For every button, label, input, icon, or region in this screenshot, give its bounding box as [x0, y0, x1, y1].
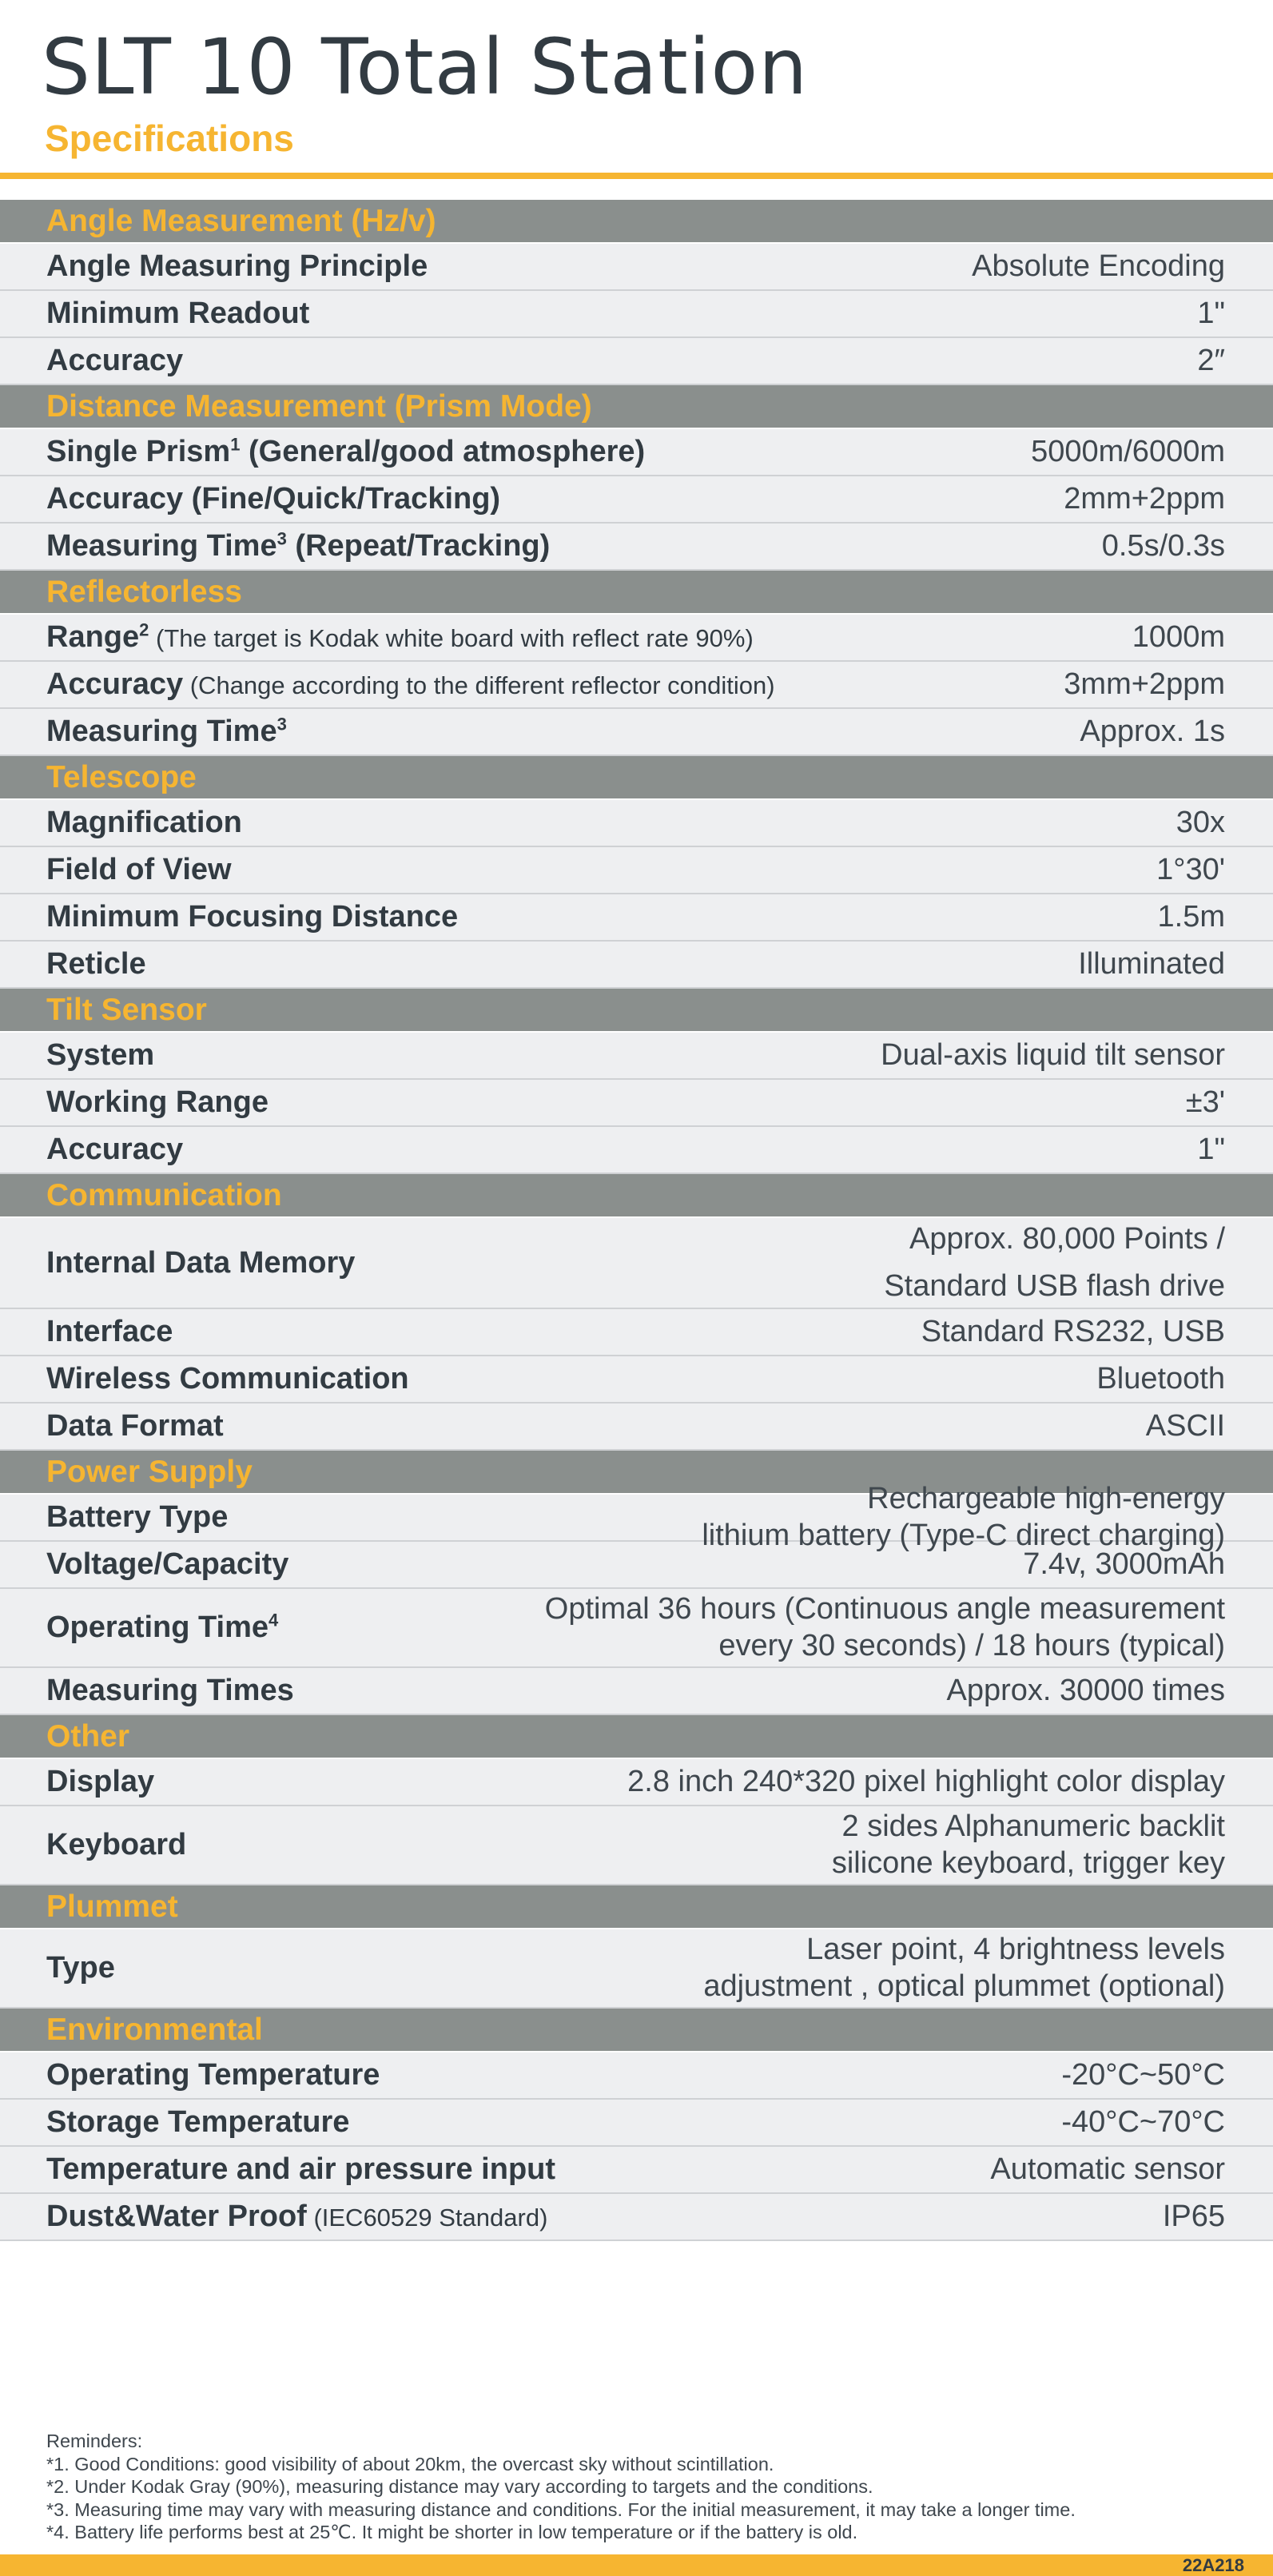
spec-label-qualifier: (Repeat/Tracking) — [286, 529, 551, 563]
spec-value — [702, 1481, 1225, 1554]
spec-value-line: silicone keyboard, trigger key — [831, 1845, 1225, 1880]
footnote-marker: 2 — [139, 619, 149, 640]
spec-value — [921, 1314, 1225, 1351]
spec-value-line: Standard RS232, USB — [921, 1314, 1225, 1348]
header-divider — [0, 173, 1273, 179]
spec-label — [46, 344, 183, 378]
footnote-marker: 3 — [276, 714, 287, 735]
spec-value-line: Rechargeable high-energy — [867, 1481, 1225, 1515]
spec-row — [0, 2194, 1273, 2241]
spec-value-line: lithium battery (Type-C direct charging) — [702, 1518, 1225, 1552]
spec-label-qualifier: (General/good atmosphere) — [240, 435, 646, 468]
spec-value — [1102, 528, 1225, 565]
spec-label-text: Data Format — [46, 1409, 224, 1443]
spec-label-text: Type — [46, 1951, 115, 1985]
spec-label-text: Accuracy — [46, 344, 184, 377]
spec-row — [0, 800, 1273, 847]
spec-label-text: Wireless Communication — [46, 1362, 409, 1395]
spec-value-line: adjustment , optical plummet (optional) — [703, 1969, 1225, 2003]
spec-value-line: Laser point, 4 brightness levels — [806, 1932, 1225, 1966]
spec-label — [46, 1674, 294, 1708]
spec-value — [972, 249, 1225, 285]
page-subtitle: Specifications — [45, 117, 294, 159]
spec-label-text: Dust&Water Proof — [46, 2200, 307, 2233]
spec-label — [46, 2058, 380, 2092]
spec-label-text: Accuracy — [46, 1133, 184, 1166]
spec-label — [46, 900, 458, 934]
spec-label-text: Measuring Times — [46, 1674, 294, 1707]
spec-row — [0, 1806, 1273, 1885]
spec-value — [1080, 714, 1225, 751]
section-title: Environmental — [46, 2012, 263, 2047]
spec-value — [1163, 2199, 1225, 2236]
spec-value — [703, 1932, 1225, 2005]
footnote-marker: 3 — [276, 528, 287, 549]
spec-label-text: Minimum Readout — [46, 297, 310, 330]
spec-label — [46, 1409, 224, 1443]
section-title: Plummet — [46, 1889, 178, 1924]
section-title: Power Supply — [46, 1454, 253, 1489]
spec-label — [46, 806, 242, 840]
spec-value — [884, 1216, 1225, 1310]
reminders-title: Reminders: — [46, 2431, 143, 2451]
spec-label-text: Single Prism — [46, 435, 231, 468]
spec-value-line: 1" — [1197, 1132, 1225, 1166]
spec-row — [0, 2052, 1273, 2100]
spec-value — [545, 1591, 1225, 1664]
spec-value-line: 2″ — [1197, 343, 1225, 377]
spec-value-line: Bluetooth — [1096, 1361, 1225, 1395]
spec-label-text: Working Range — [46, 1085, 269, 1119]
footnote-marker: 1 — [230, 434, 241, 455]
spec-label-note: (IEC60529 Standard) — [306, 2204, 548, 2232]
spec-label-text: Measuring Time — [46, 715, 277, 748]
spec-label-text: System — [46, 1038, 155, 1072]
spec-value-line: Illuminated — [1078, 946, 1225, 981]
section-header — [0, 1715, 1273, 1759]
spec-row — [0, 847, 1273, 894]
reminder-item: *3. Measuring time may vary with measuring distance and conditions. For the initial measurement, it may take a longer time. — [46, 2498, 1076, 2520]
spec-label-text: Magnification — [46, 806, 242, 839]
spec-value — [1146, 1408, 1225, 1445]
spec-label — [46, 1038, 154, 1073]
spec-value — [990, 2152, 1225, 2188]
spec-label — [46, 482, 500, 516]
spec-value — [1061, 2104, 1225, 2141]
spec-label-text: Angle Measuring Principle — [46, 249, 428, 283]
spec-value-line: ASCII — [1145, 1408, 1225, 1443]
spec-label — [46, 1500, 228, 1535]
spec-value-line: 2 sides Alphanumeric backlit — [841, 1809, 1225, 1843]
spec-value-line: 3mm+2ppm — [1064, 667, 1225, 701]
spec-label — [46, 1828, 186, 1862]
spec-row — [0, 894, 1273, 942]
spec-label-text: Operating Time — [46, 1610, 269, 1644]
spec-row — [0, 942, 1273, 989]
spec-label — [46, 620, 754, 655]
page-title: SLT 10 Total Station — [42, 22, 809, 112]
spec-value-line: 1°30' — [1156, 852, 1225, 886]
spec-value — [1064, 481, 1225, 518]
spec-row — [0, 524, 1273, 571]
spec-value-line: 5000m/6000m — [1031, 434, 1225, 468]
document-code: 22A218 — [1182, 2555, 1244, 2575]
reminders — [46, 2430, 1229, 2544]
spec-row — [0, 1218, 1273, 1309]
spec-row — [0, 338, 1273, 385]
spec-label — [46, 1610, 278, 1645]
section-header — [0, 571, 1273, 615]
section-title: Communication — [46, 1177, 282, 1212]
section-title: Distance Measurement (Prism Mode) — [46, 388, 592, 424]
spec-label-text: Measuring Time — [46, 529, 277, 563]
spec-row — [0, 1127, 1273, 1174]
spec-value — [1064, 667, 1225, 703]
reminder-item: *2. Under Kodak Gray (90%), measuring distance may vary according to targets and the conditions. — [46, 2476, 873, 2497]
spec-row — [0, 615, 1273, 662]
spec-value-line: Approx. 30000 times — [946, 1673, 1225, 1707]
spec-value — [946, 1673, 1225, 1710]
spec-value-line: ±3' — [1185, 1085, 1225, 1119]
spec-value-line: every 30 seconds) / 18 hours (typical) — [718, 1628, 1225, 1662]
spec-label-text: Operating Temperature — [46, 2058, 380, 2092]
spec-label — [46, 297, 309, 331]
spec-value-line: Optimal 36 hours (Continuous angle measurement — [544, 1591, 1225, 1626]
section-header — [0, 1885, 1273, 1929]
spec-label-text: Interface — [46, 1315, 173, 1348]
spec-table — [0, 200, 1273, 2241]
spec-label — [46, 947, 146, 981]
section-title: Angle Measurement (Hz/v) — [46, 203, 436, 238]
spec-label — [46, 1246, 355, 1280]
spec-value — [1176, 805, 1225, 842]
spec-label — [46, 2152, 555, 2187]
spec-label-text: Keyboard — [46, 1828, 187, 1861]
spec-label — [46, 1951, 115, 1985]
reminder-item: *4. Battery life performs best at 25℃. It might be shorter in low temperature or if the battery is old. — [46, 2522, 858, 2542]
section-header — [0, 200, 1273, 244]
spec-label — [46, 2105, 349, 2140]
section-header — [0, 385, 1273, 429]
spec-value — [1078, 946, 1225, 983]
spec-row — [0, 1589, 1273, 1668]
spec-label — [46, 435, 645, 469]
spec-value-line: 30x — [1176, 805, 1225, 839]
spec-value-line: 1000m — [1132, 619, 1225, 654]
spec-label-text: Display — [46, 1765, 155, 1798]
spec-row — [0, 291, 1273, 338]
spec-value-line: 2mm+2ppm — [1064, 481, 1225, 516]
spec-label — [46, 249, 428, 284]
spec-label-text: Accuracy — [46, 667, 184, 701]
footer-bar — [0, 2554, 1273, 2576]
spec-label — [46, 529, 550, 563]
spec-row — [0, 244, 1273, 291]
section-header — [0, 2009, 1273, 2052]
reminder-item: *1. Good Conditions: good visibility of about 20km, the overcast sky without scintillation. — [46, 2453, 774, 2474]
section-header — [0, 989, 1273, 1033]
spec-row — [0, 429, 1273, 476]
spec-value — [1197, 296, 1225, 332]
spec-value-line: 7.4v, 3000mAh — [1023, 1547, 1225, 1581]
spec-row — [0, 1929, 1273, 2009]
spec-label-text: Reticle — [46, 947, 146, 981]
spec-label — [46, 667, 775, 702]
spec-row — [0, 1668, 1273, 1715]
spec-value — [1132, 619, 1225, 656]
spec-label — [46, 1765, 154, 1799]
section-title: Reflectorless — [46, 574, 242, 609]
spec-row — [0, 476, 1273, 524]
section-header — [0, 756, 1273, 800]
spec-label-text: Range — [46, 620, 140, 654]
spec-value — [1158, 899, 1225, 936]
spec-value — [1156, 852, 1225, 889]
spec-value-line: Approx. 80,000 Points / — [909, 1222, 1225, 1256]
spec-row — [0, 1542, 1273, 1589]
spec-label-text: Storage Temperature — [46, 2105, 350, 2139]
spec-label-note: (Change according to the different reflector condition) — [183, 671, 775, 699]
spec-value-line: -20°C~50°C — [1061, 2057, 1225, 2092]
spec-value-line: IP65 — [1162, 2199, 1225, 2233]
spec-row — [0, 1033, 1273, 1080]
spec-row — [0, 2147, 1273, 2194]
spec-value-line: 1" — [1197, 296, 1225, 330]
spec-value-line: 2.8 inch 240*320 pixel highlight color display — [627, 1764, 1225, 1798]
spec-label-text: Internal Data Memory — [46, 1245, 356, 1280]
spec-value — [627, 1764, 1225, 1801]
spec-label-text: Minimum Focusing Distance — [46, 900, 459, 934]
spec-value — [1096, 1361, 1225, 1398]
spec-label-text: Temperature and air pressure input — [46, 2152, 556, 2186]
spec-value-line: Standard USB flash drive — [884, 1269, 1225, 1303]
footnote-marker: 4 — [269, 1610, 279, 1630]
spec-label — [46, 1547, 288, 1582]
spec-value-line: Absolute Encoding — [972, 249, 1225, 283]
spec-label — [46, 853, 232, 887]
spec-label-text: Battery Type — [46, 1500, 229, 1534]
section-title: Tilt Sensor — [46, 992, 207, 1027]
spec-value — [1023, 1547, 1225, 1583]
spec-label — [46, 2200, 547, 2234]
spec-label — [46, 1315, 173, 1349]
spec-row — [0, 1356, 1273, 1403]
spec-row — [0, 1403, 1273, 1451]
spec-value — [1061, 2057, 1225, 2094]
spec-value-line: Approx. 1s — [1080, 714, 1225, 748]
spec-value — [832, 1809, 1225, 1881]
spec-value — [1186, 1085, 1225, 1121]
spec-label-text: Field of View — [46, 853, 232, 886]
spec-label — [46, 1133, 183, 1167]
spec-row — [0, 1759, 1273, 1806]
spec-row — [0, 1481, 1273, 1552]
page-header — [0, 0, 1273, 182]
spec-value-line: Dual-axis liquid tilt sensor — [881, 1037, 1225, 1072]
section-title: Telescope — [46, 759, 197, 794]
spec-value — [1197, 343, 1225, 380]
spec-label-text: Accuracy (Fine/Quick/Tracking) — [46, 482, 501, 516]
spec-row — [0, 1080, 1273, 1127]
spec-row — [0, 662, 1273, 709]
spec-label-note: (The target is Kodak white board with reflect rate 90%) — [149, 624, 754, 652]
spec-row — [0, 2100, 1273, 2147]
spec-label — [46, 1362, 409, 1396]
spec-value — [1031, 434, 1225, 471]
spec-value-line: 0.5s/0.3s — [1101, 528, 1225, 563]
section-title: Other — [46, 1718, 130, 1754]
section-header — [0, 1174, 1273, 1218]
spec-value-line: -40°C~70°C — [1061, 2104, 1225, 2139]
spec-value — [1197, 1132, 1225, 1169]
spec-row — [0, 1309, 1273, 1356]
spec-value-line: Automatic sensor — [990, 2152, 1225, 2186]
spec-label — [46, 715, 287, 749]
spec-label — [46, 1085, 269, 1120]
spec-value — [881, 1037, 1225, 1074]
spec-label-text: Voltage/Capacity — [46, 1547, 289, 1581]
spec-value-line: 1.5m — [1157, 899, 1225, 934]
spec-row — [0, 709, 1273, 756]
